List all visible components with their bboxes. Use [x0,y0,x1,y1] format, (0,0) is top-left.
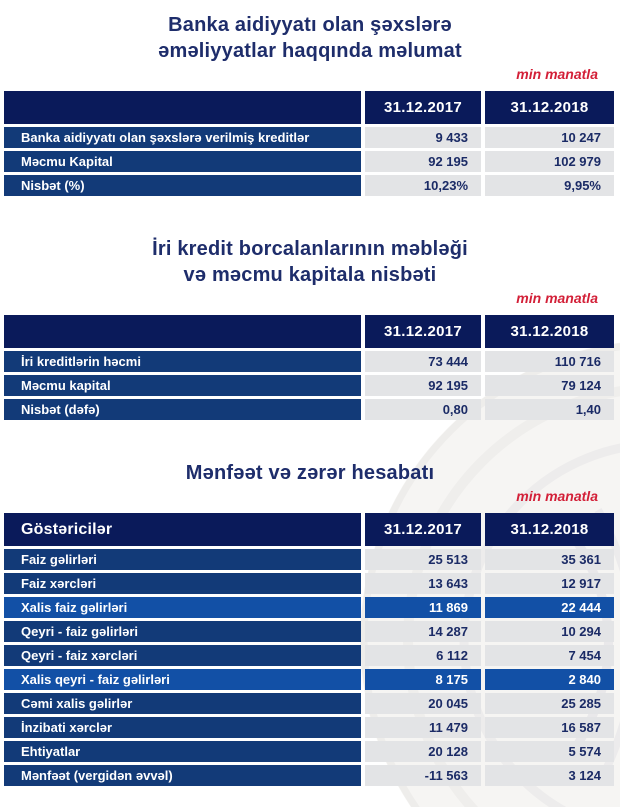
value-cell-2018: 9,95% [485,175,614,196]
value-cell-2018: 79 124 [485,375,614,396]
unit-note: min manatla [516,290,598,306]
table-row [4,741,614,762]
column-header-2018: 31.12.2018 [485,513,614,546]
value-cell-2018: 22 444 [485,597,614,618]
unit-note: min manatla [516,488,598,504]
table-row [4,375,614,396]
value-cell-2018: 2 840 [485,669,614,690]
value-cell-2017: 10,23% [365,175,481,196]
value-cell-2018: 3 124 [485,765,614,786]
row-label-cell: Banka aidiyyatı olan şəxslərə verilmiş kreditlər [4,127,361,148]
table-header-row [4,513,614,546]
section-title-line2: və məcmu kapitala nisbəti [183,264,437,286]
value-cell-2018: 35 361 [485,549,614,570]
value-cell-2018: 110 716 [485,351,614,372]
row-label-cell: Faiz xərcləri [4,573,361,594]
value-cell-2017: 11 869 [365,597,481,618]
row-label-cell: İri kreditlərin həcmi [4,351,361,372]
row-label-cell: Qeyri - faiz gəlirləri [4,621,361,642]
value-cell-2017: 9 433 [365,127,481,148]
value-cell-2017: 25 513 [365,549,481,570]
value-cell-2018: 1,40 [485,399,614,420]
section-title-line1: Mənfəət və zərər hesabatı [185,462,435,484]
value-cell-2018: 10 294 [485,621,614,642]
value-cell-2018: 16 587 [485,717,614,738]
value-cell-2017: 20 128 [365,741,481,762]
section-title-line1: Banka aidiyyatı olan şəxslərə [168,14,452,36]
row-label-cell: Mənfəət (vergidən əvvəl) [4,765,361,786]
value-cell-2017: 13 643 [365,573,481,594]
table-row [4,693,614,714]
section-title-line2: əməliyyatlar haqqında məlumat [158,40,462,62]
table-row [4,549,614,570]
section-related-party-operations [0,0,620,196]
section-large-credit-borrowers [0,236,620,420]
table-row [4,175,614,196]
column-header-indicators [4,315,361,348]
table-row [4,151,614,172]
table-row [4,127,614,148]
profit-loss-table [4,513,614,786]
row-label-cell: Qeyri - faiz xərcləri [4,645,361,666]
value-cell-2017: 0,80 [365,399,481,420]
row-label-cell: Nisbət (dəfə) [4,399,361,420]
value-cell-2017: 14 287 [365,621,481,642]
value-cell-2018: 25 285 [485,693,614,714]
value-cell-2017: 92 195 [365,375,481,396]
section-title-line1: İri kredit borcalanlarının məbləği [152,238,468,260]
row-label-cell: İnzibati xərclər [4,717,361,738]
value-cell-2017: -11 563 [365,765,481,786]
row-label-cell: Nisbət (%) [4,175,361,196]
column-header-2017: 31.12.2017 [365,315,481,348]
row-label-cell: Məcmu kapital [4,375,361,396]
column-header-2018: 31.12.2018 [485,315,614,348]
row-label-cell: Cəmi xalis gəlirlər [4,693,361,714]
table-row [4,765,614,786]
table-row [4,597,614,618]
section-title [0,12,620,64]
value-cell-2017: 20 045 [365,693,481,714]
table-header-row [4,315,614,348]
column-header-2018: 31.12.2018 [485,91,614,124]
section-title [0,236,620,288]
value-cell-2017: 73 444 [365,351,481,372]
row-label-cell: Xalis qeyri - faiz gəlirləri [4,669,361,690]
table-row [4,573,614,594]
table-row [4,645,614,666]
value-cell-2018: 7 454 [485,645,614,666]
value-cell-2017: 11 479 [365,717,481,738]
row-label-cell: Ehtiyatlar [4,741,361,762]
column-header-2017: 31.12.2017 [365,513,481,546]
column-header-indicators [4,91,361,124]
row-label-cell: Xalis faiz gəlirləri [4,597,361,618]
row-label-cell: Məcmu Kapital [4,151,361,172]
table-row [4,669,614,690]
table-row [4,717,614,738]
table-row [4,351,614,372]
column-header-2017: 31.12.2017 [365,91,481,124]
value-cell-2018: 5 574 [485,741,614,762]
row-label-cell: Faiz gəlirləri [4,549,361,570]
table-row [4,621,614,642]
value-cell-2017: 8 175 [365,669,481,690]
large-credit-table [4,315,614,420]
table-row [4,399,614,420]
value-cell-2018: 102 979 [485,151,614,172]
section-title [0,460,620,486]
value-cell-2017: 92 195 [365,151,481,172]
related-party-table [4,91,614,196]
column-header-indicators: Göstəricilər [4,513,361,546]
value-cell-2017: 6 112 [365,645,481,666]
unit-note: min manatla [516,66,598,82]
table-header-row [4,91,614,124]
value-cell-2018: 12 917 [485,573,614,594]
section-profit-and-loss [0,460,620,786]
value-cell-2018: 10 247 [485,127,614,148]
